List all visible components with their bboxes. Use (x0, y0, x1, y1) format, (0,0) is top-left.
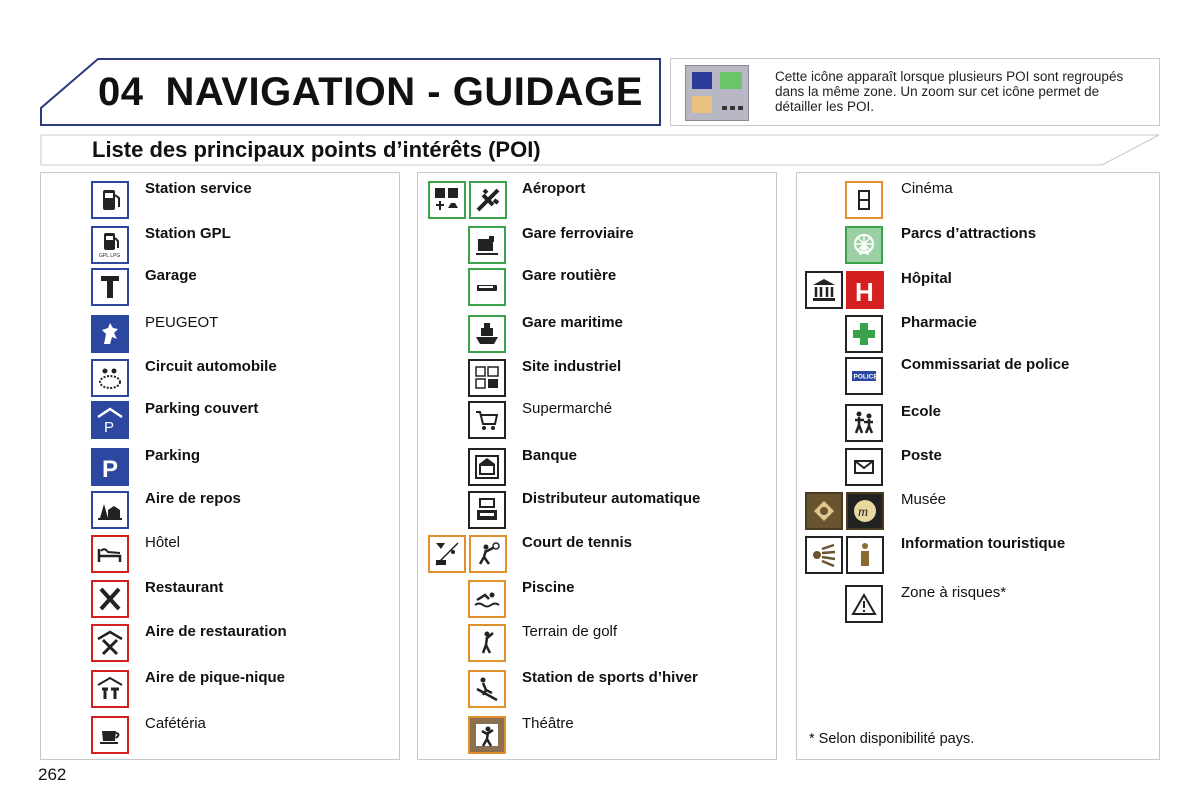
poi-row (797, 311, 1159, 355)
chapter-number: 04 (98, 70, 144, 114)
poi-label-site-industriel: Site industriel (522, 358, 622, 375)
poi-row (41, 264, 399, 308)
school-children-icon (845, 404, 883, 442)
atm-icon (468, 491, 506, 529)
hotel-bed-icon (91, 535, 129, 573)
poi-label-peugeot: PEUGEOT (145, 314, 219, 331)
police-sign-text: POLICE (853, 373, 878, 381)
poi-cluster-description: Cette icône apparaît lorsque plusieurs POI sont regroupés dans la même zone. Un zoom sur cet icône permet de détailler les POI. (775, 69, 1124, 114)
bus-icon (468, 268, 506, 306)
poi-row (418, 177, 776, 221)
poi-column-3 (796, 172, 1160, 760)
lpg-pump-icon (91, 226, 129, 264)
poi-row (41, 487, 399, 531)
theatre-icon (468, 716, 506, 754)
race-circuit-icon (91, 359, 129, 397)
svg-text:P: P (104, 419, 115, 434)
poi-row (41, 355, 399, 399)
wrench-icon (91, 268, 129, 306)
poi-row (41, 444, 399, 488)
poi-row (41, 576, 399, 620)
poi-label-gare-routiere: Gare routière (522, 267, 617, 284)
peugeot-lion-icon (91, 315, 129, 353)
svg-text:GPL LPG: GPL LPG (99, 253, 121, 259)
poi-row (418, 222, 776, 266)
chapter-heading (98, 70, 643, 115)
poi-label-circuit-automobile: Circuit automobile (145, 358, 277, 375)
skier-icon (468, 670, 506, 708)
poi-row (418, 487, 776, 531)
svg-text:H: H (855, 277, 874, 304)
poi-label-information-touristique: Information touristique (901, 535, 1066, 552)
poi-row (41, 311, 399, 355)
poi-label-ecole: Ecole (901, 403, 942, 420)
poi-label-pharmacie: Pharmacie (901, 314, 977, 331)
page-number: 262 (38, 765, 67, 784)
poi-row (41, 222, 399, 266)
poi-label-aire-de-repos: Aire de repos (145, 490, 241, 507)
film-icon (845, 181, 883, 219)
danger-zone-icon (845, 585, 883, 623)
poi-label-station-gpl: Station GPL (145, 225, 231, 242)
golfer-icon (468, 624, 506, 662)
poi-row (41, 620, 399, 664)
poi-label-poste: Poste (901, 447, 942, 464)
picnic-icon (91, 670, 129, 708)
poi-label-piscine: Piscine (522, 579, 575, 596)
bank-icon (468, 448, 506, 486)
poi-label-theatre: Théâtre (522, 715, 574, 732)
poi-label-musee: Musée (901, 491, 947, 508)
poi-row (418, 397, 776, 441)
ship-icon (468, 315, 506, 353)
svg-text:P: P (102, 456, 119, 481)
pharmacy-cross-icon (845, 315, 883, 353)
industrial-icon (468, 359, 506, 397)
poi-row (797, 532, 1159, 576)
poi-row (418, 264, 776, 308)
poi-label-parking: Parking (145, 447, 201, 464)
poi-label-aeroport: Aéroport (522, 180, 586, 197)
tennis-icon (469, 535, 507, 573)
poi-row (797, 400, 1159, 444)
poi-label-garage: Garage (145, 267, 197, 284)
poi-label-terrain-de-golf: Terrain de golf (522, 623, 618, 640)
envelope-icon (845, 448, 883, 486)
poi-column-2 (417, 172, 777, 760)
info-icon (846, 536, 884, 574)
poi-label-restaurant: Restaurant (145, 579, 224, 596)
footnote: * Selon disponibilité pays. (809, 731, 975, 747)
svg-text:m: m (858, 505, 869, 520)
poi-label-gare-ferroviaire: Gare ferroviaire (522, 225, 634, 242)
landmark-group-icon (805, 492, 843, 530)
food-area-icon (91, 624, 129, 662)
rest-area-icon (91, 491, 129, 529)
poi-label-banque: Banque (522, 447, 578, 464)
poi-label-parking-couvert: Parking couvert (145, 400, 259, 417)
poi-label-aire-de-pique-nique: Aire de pique-nique (145, 669, 286, 686)
amusement-park-icon (845, 226, 883, 264)
sport-group-icon (428, 535, 466, 573)
poi-row (797, 222, 1159, 266)
public-building-icon (805, 271, 843, 309)
poi-row (41, 712, 399, 756)
section-bar (40, 134, 1160, 166)
poi-row (418, 311, 776, 355)
fork-knife-icon (91, 580, 129, 618)
poi-row (418, 531, 776, 575)
museum-icon (846, 492, 884, 530)
poi-label-station-de-sports-d-hiver: Station de sports d’hiver (522, 669, 698, 686)
poi-row (797, 488, 1159, 532)
poi-label-hopital: Hôpital (901, 270, 952, 287)
coffee-cup-icon (91, 716, 129, 754)
swimmer-icon (468, 580, 506, 618)
poi-label-cinema: Cinéma (901, 180, 953, 197)
poi-label-cafeteria: Cafétéria (145, 715, 206, 732)
poi-label-parcs-d-attractions: Parcs d’attractions (901, 225, 1037, 242)
chapter-title: NAVIGATION - GUIDAGE (165, 70, 643, 114)
poi-row (41, 531, 399, 575)
airplane-icon (469, 181, 507, 219)
poi-row (797, 581, 1159, 625)
poi-row (41, 666, 399, 710)
poi-row (418, 444, 776, 488)
tourism-group-icon (805, 536, 843, 574)
poi-row (418, 712, 776, 756)
poi-label-aire-de-restauration: Aire de restauration (145, 623, 287, 640)
poi-row (797, 353, 1159, 397)
fuel-pump-icon (91, 181, 129, 219)
poi-row (797, 177, 1159, 221)
chapter-tab (40, 58, 662, 126)
poi-row (797, 444, 1159, 488)
poi-row (418, 576, 776, 620)
poi-row (418, 666, 776, 710)
poi-cluster-info-box (670, 58, 1160, 126)
poi-label-gare-maritime: Gare maritime (522, 314, 623, 331)
poi-column-1 (40, 172, 400, 760)
poi-row (41, 177, 399, 221)
poi-label-commissariat-de-police: Commissariat de police (901, 356, 1070, 373)
covered-parking-icon (91, 401, 129, 439)
poi-label-station-service: Station service (145, 180, 252, 197)
poi-row (41, 397, 399, 441)
poi-label-zone-a-risques: Zone à risques* (901, 584, 1007, 601)
poi-row (418, 620, 776, 664)
poi-row (797, 267, 1159, 311)
section-title: Liste des principaux points d’intérêts (POI) (92, 137, 541, 162)
hospital-icon (846, 271, 884, 309)
shopping-cart-icon (468, 401, 506, 439)
poi-label-distributeur-automatique: Distributeur automatique (522, 490, 701, 507)
parking-icon (91, 448, 129, 486)
poi-row (418, 355, 776, 399)
police-icon (845, 357, 883, 395)
poi-label-court-de-tennis: Court de tennis (522, 534, 633, 551)
poi-label-supermarche: Supermarché (522, 400, 613, 417)
poi-label-hotel: Hôtel (145, 534, 181, 551)
transport-group-icon (428, 181, 466, 219)
poi-cluster-icon (685, 65, 749, 121)
train-icon (468, 226, 506, 264)
